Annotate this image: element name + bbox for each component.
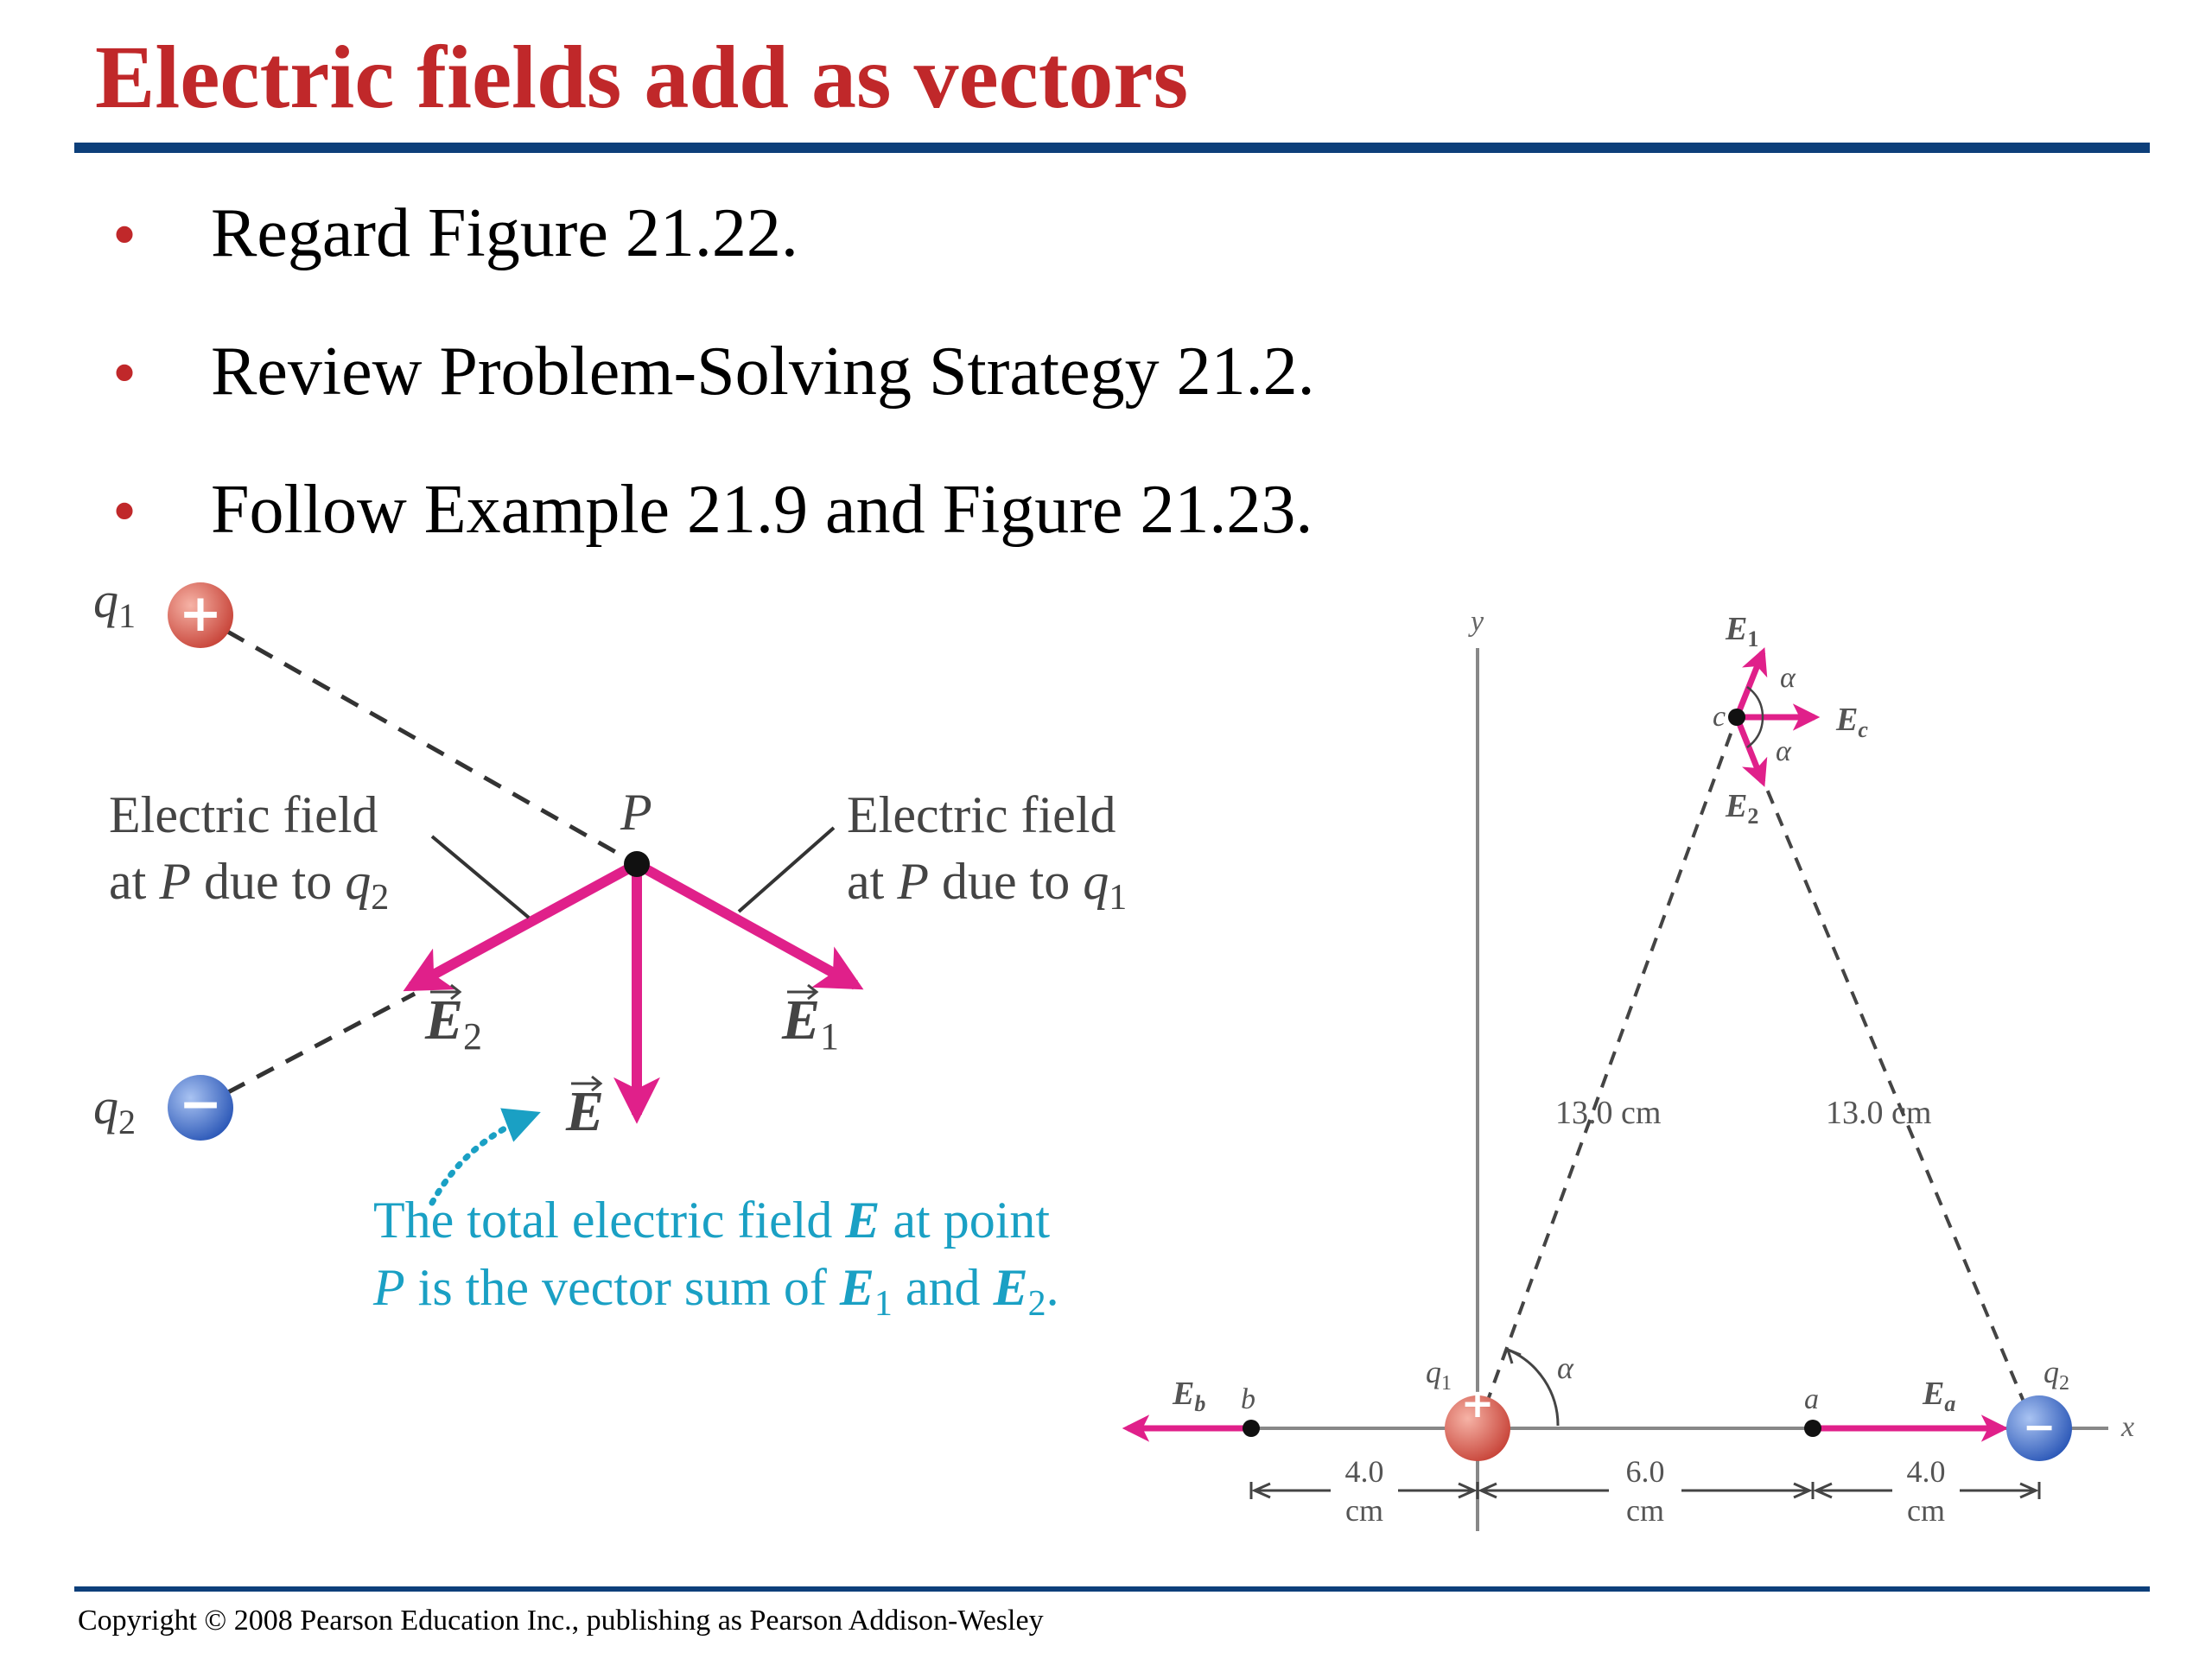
q2-dashed-line [199,994,415,1108]
footer-rule [74,1586,2150,1592]
alpha-label-lower: α [1776,735,1791,767]
caption-line2: P is the vector sum of $E_1$ and $E_2$. [373,1259,1059,1324]
e2-right-label: $E_2$ [1726,788,1759,829]
copyright-text: Copyright © 2008 Pearson Education Inc., publishing as Pearson Addison-Wesley [78,1605,1044,1637]
caption-line1: The total electric field E at point [373,1192,1051,1249]
right-figure [1128,606,2134,1531]
bullet-text: Regard Figure 21.22. [211,195,798,271]
figure-area [0,553,2212,1573]
vector-e2-right-arrow [1737,717,1763,782]
q1-to-c-dashed-line [1478,717,1737,1428]
x-axis-label: x [2121,1411,2135,1443]
dimension-unit-2: cm [1626,1493,1664,1528]
q2-right-label: $q_2$ [2044,1355,2069,1395]
alpha-label-bottom: α [1557,1351,1573,1385]
alpha-angle-arc [1508,1350,1558,1426]
vector-e1-right-arrow [1737,652,1763,717]
vector-e-total-label: E [566,1080,605,1143]
right-callout-line1: Electric field [847,786,1116,843]
slide-title: Electric fields add as vectors [95,28,1189,127]
point-b-label: b [1241,1383,1255,1415]
distance-label-left: 13.0 cm [1555,1095,1662,1131]
q2-label: $q_2$ [93,1078,136,1141]
y-axis-label: y [1471,606,1484,638]
vector-e2-label: E2 [425,988,483,1058]
right-callout-leader [739,828,834,912]
point-c-dot [1728,709,1745,726]
right-callout-line2: at P due to $q_1$ [847,853,1128,918]
dimension-value-1: 4.0 [1344,1454,1384,1489]
bullet-text: Review Problem-Solving Strategy 21.2. [211,334,1315,410]
figure-svg [0,553,2212,1573]
distance-label-right: 13.0 cm [1826,1095,1932,1131]
q2-to-c-dashed-line [1737,717,2035,1428]
eb-label: $E_b$ [1173,1376,1206,1416]
q1-label: $q_1$ [93,572,136,635]
minus-icon: − [2022,1403,2056,1450]
bullet-marker: • [112,197,137,273]
title-underline [74,143,2150,153]
vector-e1-arrow [637,864,855,985]
point-p-label: P [620,784,652,841]
bullet-marker: • [112,474,137,550]
ea-label: $E_a$ [1923,1376,1956,1416]
e1-right-label: $E_1$ [1726,611,1759,652]
bullet-marker: • [112,335,137,411]
vector-e1-label: E1 [782,988,840,1058]
point-a-label: a [1804,1383,1819,1415]
q1-right-label: $q_1$ [1426,1355,1452,1395]
left-callout-leader [432,836,529,918]
point-c-label: c [1713,701,1726,733]
left-callout-line1: Electric field [109,786,378,843]
point-p-dot [624,851,650,877]
point-a-dot [1804,1420,1821,1437]
bullet-text: Follow Example 21.9 and Figure 21.23. [211,472,1313,548]
minus-icon: − [178,1074,223,1135]
dimension-value-3: 4.0 [1906,1454,1946,1489]
left-callout-line2: at P due to $q_2$ [109,853,390,918]
dimension-unit-1: cm [1345,1493,1383,1528]
left-figure [93,572,1127,1324]
vector-e2-arrow [411,864,637,987]
dimension-unit-3: cm [1907,1493,1945,1528]
alpha-label-upper: α [1780,662,1796,694]
dimension-value-2: 6.0 [1625,1454,1665,1489]
point-b-dot [1243,1420,1260,1437]
caption-pointer-arrow [432,1115,534,1203]
ec-label: $E_c$ [1836,702,1868,742]
plus-icon: + [178,583,223,644]
plus-icon: + [1460,1380,1495,1427]
